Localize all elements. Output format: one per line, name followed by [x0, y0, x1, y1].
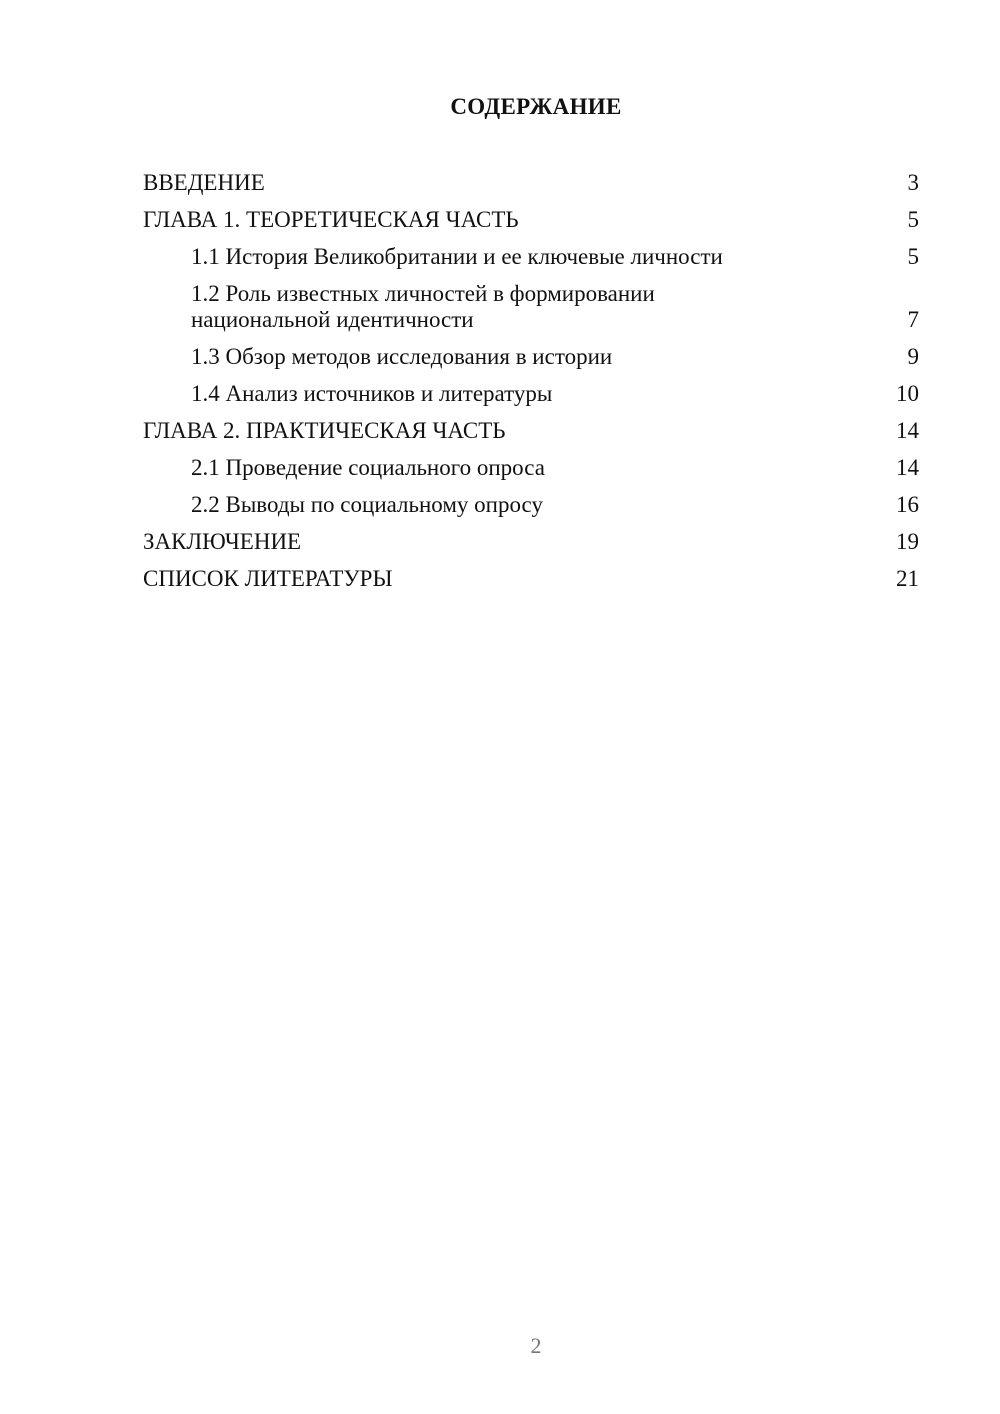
- toc-entry-title: 2.1 Проведение социального опроса: [191, 455, 545, 480]
- page-number: 2: [530, 1333, 542, 1358]
- toc-entry-title: 1.2 Роль известных личностей в формировании национальной идентичности: [191, 281, 655, 332]
- toc-entry-page: 14: [896, 455, 919, 480]
- toc-entry-title: СПИСОК ЛИТЕРАТУРЫ: [143, 566, 393, 591]
- toc-entry-introduction[interactable]: [143, 170, 919, 196]
- toc-entry-title: ЗАКЛЮЧЕНИЕ: [143, 529, 302, 554]
- toc-entry-bibliography[interactable]: [143, 566, 919, 592]
- toc-entry-page: 19: [896, 529, 919, 554]
- toc-entry-title: 1.4 Анализ источников и литературы: [191, 381, 553, 406]
- toc-entry-section-1-1[interactable]: [143, 244, 919, 270]
- toc-entry-section-1-4[interactable]: [143, 381, 919, 407]
- toc-entry-page: 3: [907, 170, 919, 195]
- toc-entry-conclusion[interactable]: [143, 529, 919, 555]
- toc-entry-section-1-2[interactable]: [143, 281, 919, 333]
- toc-entry-chapter-2[interactable]: [143, 418, 919, 444]
- toc-entry-title: ВВЕДЕНИЕ: [143, 170, 265, 195]
- toc-entry-page: 5: [907, 207, 919, 232]
- toc-entry-section-1-3[interactable]: [143, 344, 919, 370]
- toc-entry-page: 10: [896, 381, 919, 406]
- toc-entry-page: 16: [896, 492, 919, 517]
- toc-entry-section-2-2[interactable]: [143, 492, 919, 518]
- toc-entry-title: ГЛАВА 1. ТЕОРЕТИЧЕСКАЯ ЧАСТЬ: [143, 207, 519, 232]
- toc-entry-title: 1.3 Обзор методов исследования в истории: [191, 344, 613, 369]
- toc-entry-section-2-1[interactable]: [143, 455, 919, 481]
- toc-entry-page: 9: [907, 344, 919, 369]
- toc-entry-page: 21: [896, 566, 919, 591]
- toc-entry-title: 2.2 Выводы по социальному опросу: [191, 492, 543, 517]
- table-of-contents: [143, 170, 919, 603]
- page-title: СОДЕРЖАНИЕ: [450, 94, 622, 119]
- toc-entry-page: 14: [896, 418, 919, 443]
- toc-entry-title: 1.1 История Великобритании и ее ключевые личности: [191, 244, 723, 269]
- toc-entry-page: 5: [907, 244, 919, 269]
- toc-entry-title: ГЛАВА 2. ПРАКТИЧЕСКАЯ ЧАСТЬ: [143, 418, 506, 443]
- toc-entry-chapter-1[interactable]: [143, 207, 919, 233]
- toc-entry-page: 7: [907, 307, 919, 332]
